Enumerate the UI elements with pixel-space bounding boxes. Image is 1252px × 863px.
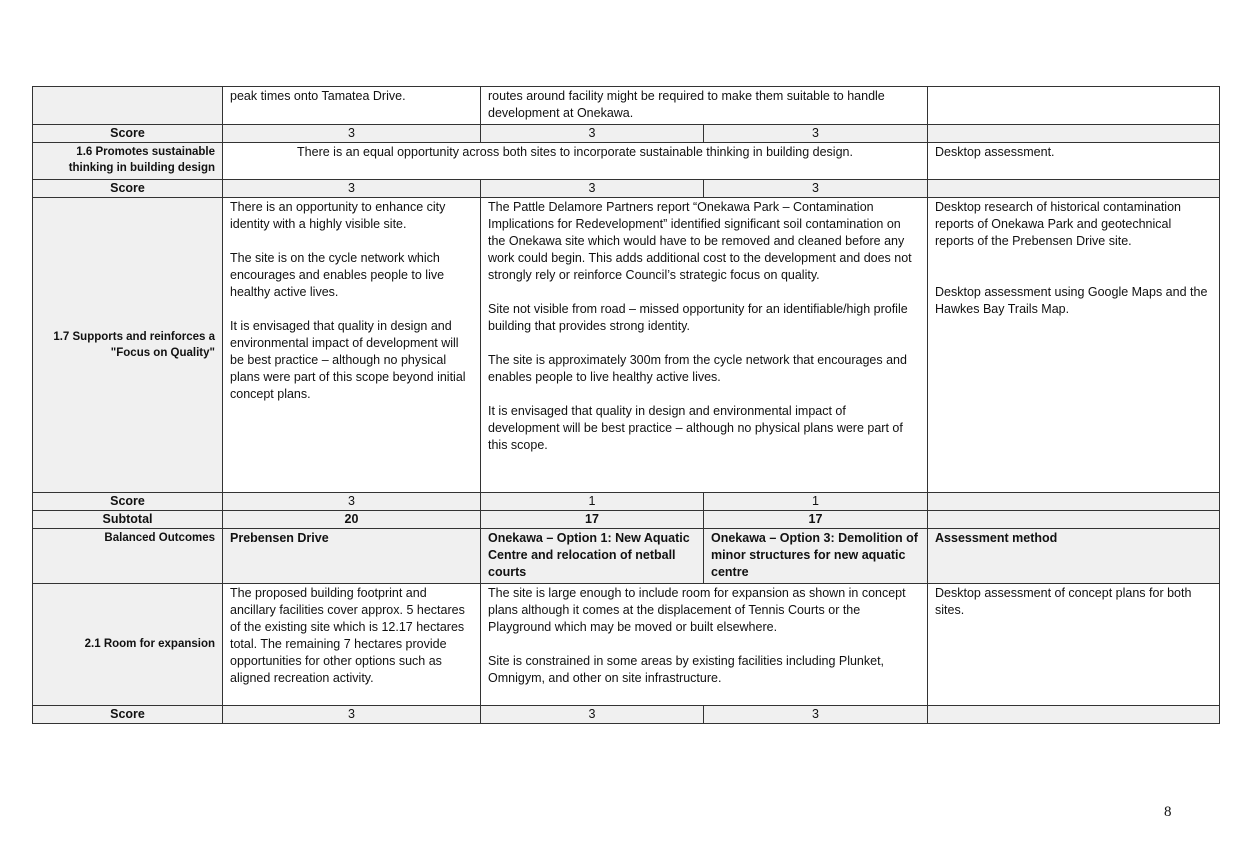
score-row: [33, 493, 1220, 511]
score-option-3: 3: [704, 706, 928, 724]
score-prebensen: 3: [223, 180, 481, 198]
score-prebensen: 3: [223, 493, 481, 511]
score-option-1: 1: [481, 493, 704, 511]
score-method: [928, 706, 1220, 724]
score-label: Score: [33, 180, 223, 198]
row-label: 2.1 Room for expansion: [33, 584, 223, 706]
header-prebensen: Prebensen Drive: [223, 529, 481, 584]
merged-assessment-cell: There is an equal opportunity across both sites to incorporate sustainable thinking in building design.: [223, 143, 928, 180]
table-row-1-7: [33, 198, 1220, 493]
subtotal-option-1: 17: [481, 511, 704, 529]
row-label: [33, 87, 223, 125]
score-row: [33, 706, 1220, 724]
prebensen-cell: There is an opportunity to enhance city identity with a highly visible site. The site is on the cycle network which encourages and enables people to live healthy active lives. It is envisaged that quality in design and environmental impact of development will be best practice – although no physical plans were part of this scope beyond initial concept plans.: [223, 198, 481, 493]
subtotal-prebensen: 20: [223, 511, 481, 529]
score-prebensen: 3: [223, 706, 481, 724]
subtotal-method: [928, 511, 1220, 529]
score-method: [928, 125, 1220, 143]
score-option-3: 3: [704, 180, 928, 198]
method-cell: Desktop assessment.: [928, 143, 1220, 180]
score-label: Score: [33, 706, 223, 724]
header-option-1: Onekawa – Option 1: New Aquatic Centre and relocation of netball courts: [481, 529, 704, 584]
score-option-1: 3: [481, 125, 704, 143]
onekawa-cell: The site is large enough to include room for expansion as shown in concept plans although it comes at the displacement of Tennis Courts or the Playground which may be moved or built elsewhere. Site is constrained in some areas by existing facilities including Plunket, Omnigym, and other on site infrastructure.: [481, 584, 928, 706]
onekawa-cell: The Pattle Delamore Partners report “Onekawa Park – Contamination Implications for Redevelopment” identified significant soil contamination on the Onekawa site which would have to be removed and cleaned before any work could begin. This adds additional cost to the development and does not strongly rely or reinforce Council’s strategic focus on quality. Site not visible from road – missed opportunity for an identifiable/high profile building that provides strong identity. The site is approximately 300m from the cycle network that encourages and enables people to live healthy active lives. It is envisaged that quality in design and environmental impact of development will be best practice – although no physical plans were part of this scope.: [481, 198, 928, 493]
assessment-table: [32, 86, 1220, 724]
section-header-row: [33, 529, 1220, 584]
score-label: Score: [33, 493, 223, 511]
method-cell: Desktop research of historical contamination reports of Onekawa Park and geotechnical reports of the Prebensen Drive site. Desktop assessment using Google Maps and the Hawkes Bay Trails Map.: [928, 198, 1220, 493]
table-row-2-1: [33, 584, 1220, 706]
score-label: Score: [33, 125, 223, 143]
score-option-3: 3: [704, 125, 928, 143]
header-option-3: Onekawa – Option 3: Demolition of minor structures for new aquatic centre: [704, 529, 928, 584]
row-label: 1.6 Promotes sustainable thinking in building design: [33, 143, 223, 180]
score-prebensen: 3: [223, 125, 481, 143]
page-number: 8: [1164, 804, 1172, 820]
score-option-1: 3: [481, 706, 704, 724]
method-cell: [928, 87, 1220, 125]
score-method: [928, 180, 1220, 198]
row-label: 1.7 Supports and reinforces a "Focus on Quality": [33, 198, 223, 493]
score-row: [33, 125, 1220, 143]
score-row: [33, 180, 1220, 198]
table-row-1-6: [33, 143, 1220, 180]
score-option-3: 1: [704, 493, 928, 511]
table-row-continued: [33, 87, 1220, 125]
subtotal-option-3: 17: [704, 511, 928, 529]
subtotal-row: [33, 511, 1220, 529]
header-method: Assessment method: [928, 529, 1220, 584]
prebensen-cell: The proposed building footprint and ancillary facilities cover approx. 5 hectares of the existing site which is 12.17 hectares total. The remaining 7 hectares provide opportunities for other options such as aligned recreation activity.: [223, 584, 481, 706]
section-label: Balanced Outcomes: [33, 529, 223, 584]
prebensen-cell: peak times onto Tamatea Drive.: [223, 87, 481, 125]
method-cell: Desktop assessment of concept plans for both sites.: [928, 584, 1220, 706]
score-option-1: 3: [481, 180, 704, 198]
onekawa-cell: routes around facility might be required to make them suitable to handle development at Onekawa.: [481, 87, 928, 125]
subtotal-label: Subtotal: [33, 511, 223, 529]
score-method: [928, 493, 1220, 511]
